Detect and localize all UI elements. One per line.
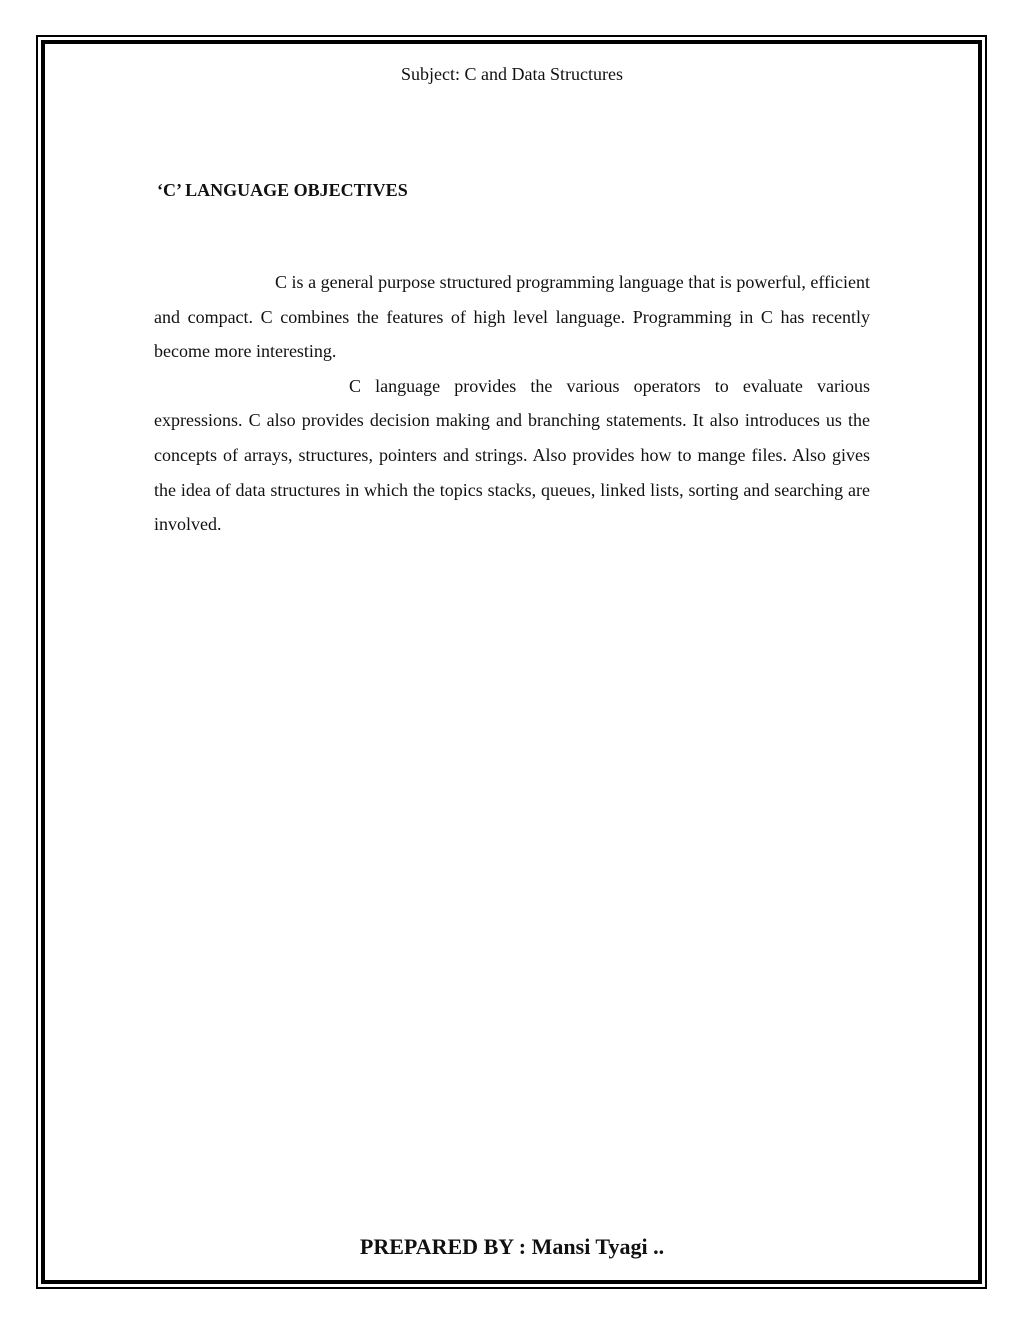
- page-header-subject: Subject: C and Data Structures: [401, 64, 623, 84]
- paragraph-2: C language provides the various operators to evaluate various expressions. C also provides decision making and branching statements. It also introduces us the concepts of arrays, structures, pointers and strings. Also provides how to mange files. Also gives the idea of data structures in which the topics stacks, queues, linked lists, sorting and searching are involved.: [154, 375, 870, 535]
- prepared-by-footer: PREPARED BY : Mansi Tyagi ..: [359, 1234, 665, 1259]
- section-body: [154, 265, 870, 542]
- paragraph-1: C is a general purpose structured programming language that is powerful, efficient and compact. C combines the features of high level language. Programming in C has recently become more interesting.: [154, 272, 870, 362]
- section-title: ‘C’ LANGUAGE OBJECTIVES: [157, 180, 408, 200]
- page-border-inner: [41, 40, 982, 1284]
